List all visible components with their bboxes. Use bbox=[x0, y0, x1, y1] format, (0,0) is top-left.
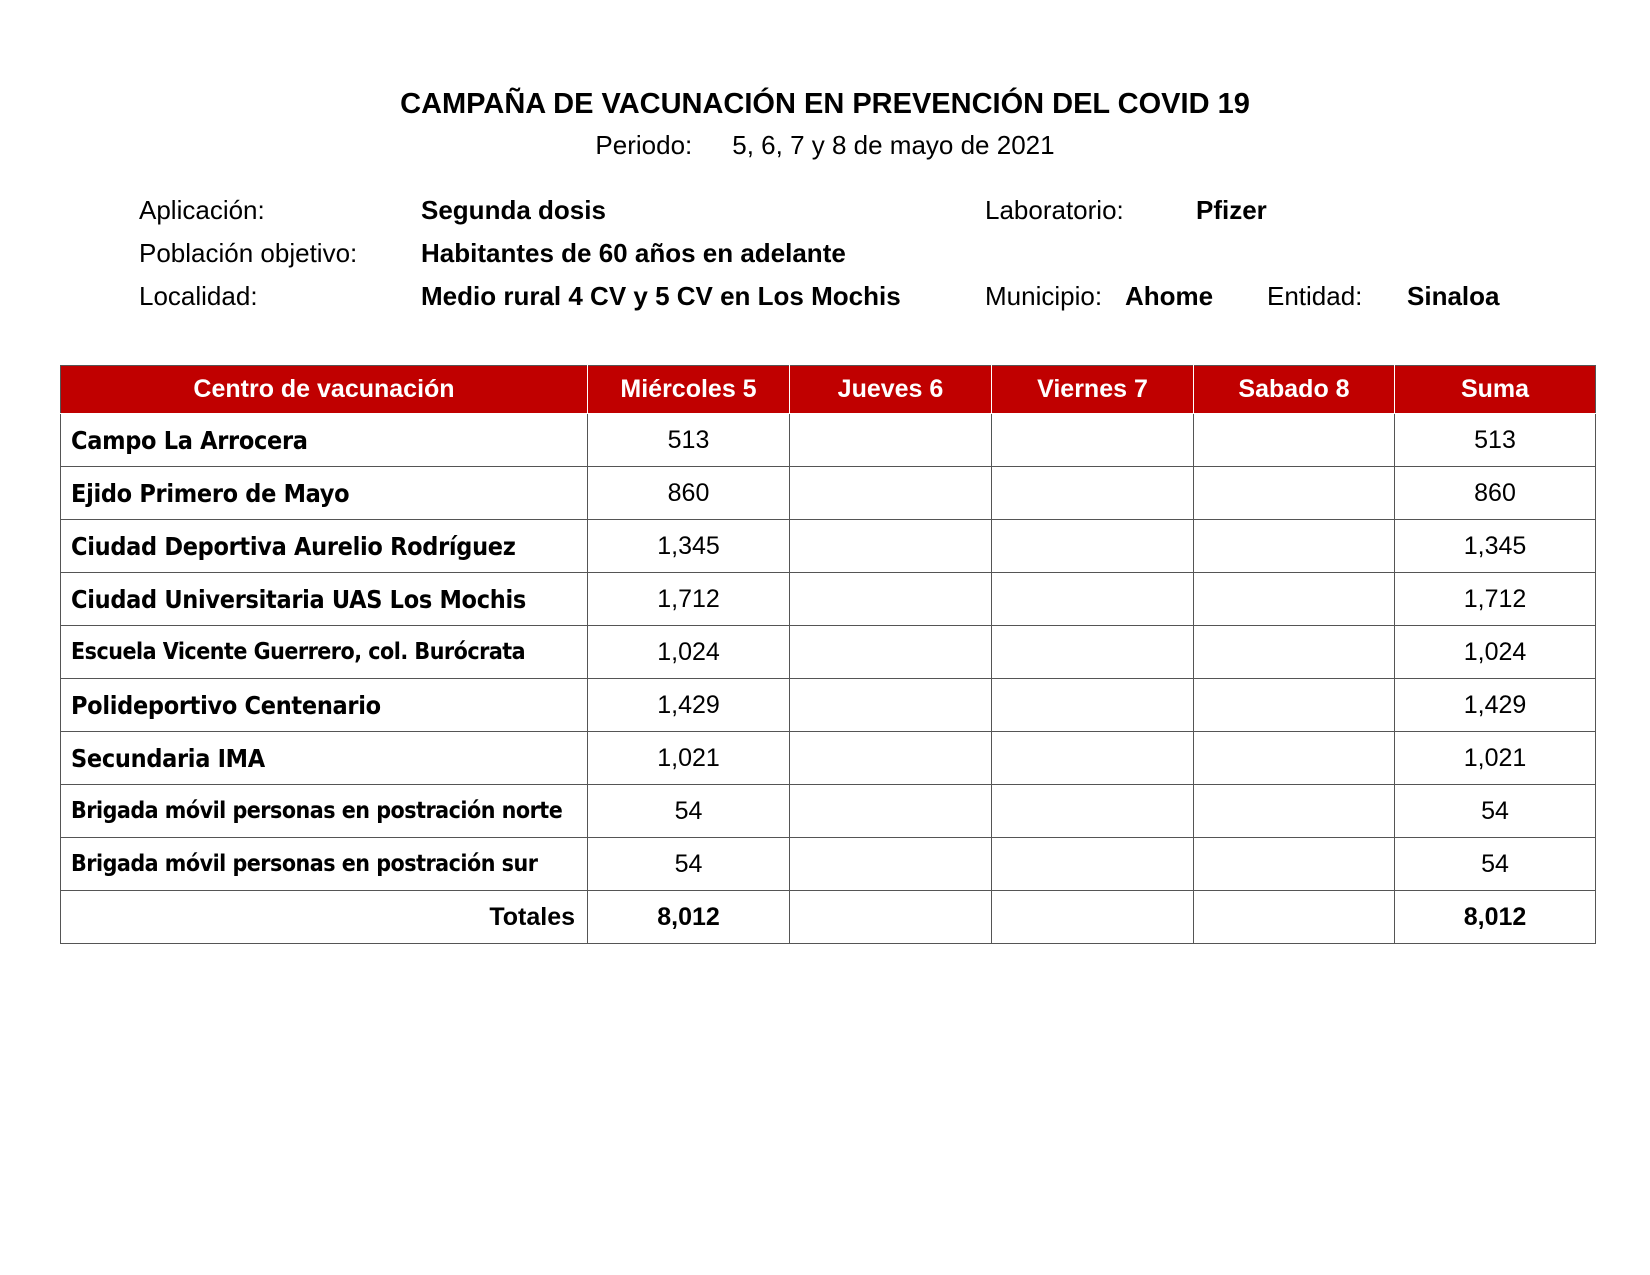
cell-sabado bbox=[1194, 467, 1395, 520]
header-sabado: Sabado 8 bbox=[1194, 366, 1395, 414]
header-suma: Suma bbox=[1395, 366, 1596, 414]
cell-sabado bbox=[1194, 785, 1395, 838]
cell-viernes bbox=[992, 573, 1194, 626]
cell-miercoles: 54 bbox=[588, 838, 790, 891]
aplicacion-label: Aplicación: bbox=[139, 195, 265, 225]
cell-suma: 860 bbox=[1395, 467, 1596, 520]
header-jueves: Jueves 6 bbox=[790, 366, 992, 414]
cell-suma: 1,345 bbox=[1395, 520, 1596, 573]
cell-suma: 513 bbox=[1395, 414, 1596, 467]
table-header-row bbox=[61, 366, 1596, 414]
cell-viernes bbox=[992, 626, 1194, 679]
row-name: Campo La Arrocera bbox=[61, 414, 588, 467]
period-label: Periodo: bbox=[595, 130, 693, 160]
cell-miercoles: 860 bbox=[588, 467, 790, 520]
entidad-value: Sinaloa bbox=[1407, 281, 1500, 311]
laboratorio-label: Laboratorio: bbox=[985, 195, 1124, 225]
aplicacion-value: Segunda dosis bbox=[421, 195, 606, 225]
cell-miercoles: 1,429 bbox=[588, 679, 790, 732]
total-suma: 8,012 bbox=[1395, 891, 1596, 944]
cell-sabado bbox=[1194, 679, 1395, 732]
cell-jueves bbox=[790, 573, 992, 626]
cell-suma: 1,712 bbox=[1395, 573, 1596, 626]
cell-miercoles: 54 bbox=[588, 785, 790, 838]
total-viernes bbox=[992, 891, 1194, 944]
table-row bbox=[61, 838, 1596, 891]
table-row bbox=[61, 520, 1596, 573]
cell-viernes bbox=[992, 467, 1194, 520]
table-row bbox=[61, 626, 1596, 679]
row-name: Secundaria IMA bbox=[61, 732, 588, 785]
municipio-value: Ahome bbox=[1125, 281, 1214, 311]
cell-jueves bbox=[790, 732, 992, 785]
row-name: Ciudad Universitaria UAS Los Mochis bbox=[61, 573, 588, 626]
municipio-label: Municipio: bbox=[985, 281, 1103, 311]
cell-jueves bbox=[790, 626, 992, 679]
cell-jueves bbox=[790, 467, 992, 520]
table-row bbox=[61, 573, 1596, 626]
cell-jueves bbox=[790, 785, 992, 838]
cell-sabado bbox=[1194, 626, 1395, 679]
cell-miercoles: 513 bbox=[588, 414, 790, 467]
total-jueves bbox=[790, 891, 992, 944]
localidad-label: Localidad: bbox=[139, 281, 258, 311]
cell-suma: 1,024 bbox=[1395, 626, 1596, 679]
poblacion-label: Población objetivo: bbox=[139, 238, 358, 268]
cell-suma: 54 bbox=[1395, 838, 1596, 891]
cell-suma: 1,021 bbox=[1395, 732, 1596, 785]
table-row bbox=[61, 732, 1596, 785]
table-row bbox=[61, 679, 1596, 732]
cell-jueves bbox=[790, 838, 992, 891]
header-centro: Centro de vacunación bbox=[61, 366, 588, 414]
poblacion-value: Habitantes de 60 años en adelante bbox=[421, 238, 846, 268]
totals-label: Totales bbox=[61, 891, 588, 944]
row-name: Escuela Vicente Guerrero, col. Burócrata bbox=[61, 626, 588, 679]
table-row bbox=[61, 785, 1596, 838]
total-sabado bbox=[1194, 891, 1395, 944]
totals-row bbox=[61, 891, 1596, 944]
cell-viernes bbox=[992, 414, 1194, 467]
vaccination-table bbox=[60, 365, 1596, 944]
row-name: Brigada móvil personas en postración sur bbox=[61, 838, 588, 891]
cell-miercoles: 1,345 bbox=[588, 520, 790, 573]
period-line bbox=[0, 129, 1650, 161]
cell-jueves bbox=[790, 414, 992, 467]
cell-miercoles: 1,021 bbox=[588, 732, 790, 785]
localidad-value: Medio rural 4 CV y 5 CV en Los Mochis bbox=[421, 281, 901, 311]
total-miercoles: 8,012 bbox=[588, 891, 790, 944]
cell-miercoles: 1,712 bbox=[588, 573, 790, 626]
cell-viernes bbox=[992, 520, 1194, 573]
entidad-label: Entidad: bbox=[1267, 281, 1363, 311]
header-miercoles: Miércoles 5 bbox=[588, 366, 790, 414]
row-name: Brigada móvil personas en postración norte bbox=[61, 785, 588, 838]
row-name: Ejido Primero de Mayo bbox=[61, 467, 588, 520]
cell-viernes bbox=[992, 732, 1194, 785]
cell-viernes bbox=[992, 785, 1194, 838]
cell-miercoles: 1,024 bbox=[588, 626, 790, 679]
table-row bbox=[61, 414, 1596, 467]
header-viernes: Viernes 7 bbox=[992, 366, 1194, 414]
cell-viernes bbox=[992, 679, 1194, 732]
cell-jueves bbox=[790, 679, 992, 732]
cell-viernes bbox=[992, 838, 1194, 891]
period-value: 5, 6, 7 y 8 de mayo de 2021 bbox=[732, 130, 1055, 160]
cell-sabado bbox=[1194, 520, 1395, 573]
laboratorio-value: Pfizer bbox=[1196, 195, 1267, 225]
row-name: Ciudad Deportiva Aurelio Rodríguez bbox=[61, 520, 588, 573]
cell-sabado bbox=[1194, 573, 1395, 626]
table-row bbox=[61, 467, 1596, 520]
cell-suma: 1,429 bbox=[1395, 679, 1596, 732]
cell-jueves bbox=[790, 520, 992, 573]
row-name: Polideportivo Centenario bbox=[61, 679, 588, 732]
cell-suma: 54 bbox=[1395, 785, 1596, 838]
cell-sabado bbox=[1194, 838, 1395, 891]
document-title: CAMPAÑA DE VACUNACIÓN EN PREVENCIÓN DEL COVID 19 bbox=[400, 88, 1250, 120]
cell-sabado bbox=[1194, 732, 1395, 785]
cell-sabado bbox=[1194, 414, 1395, 467]
